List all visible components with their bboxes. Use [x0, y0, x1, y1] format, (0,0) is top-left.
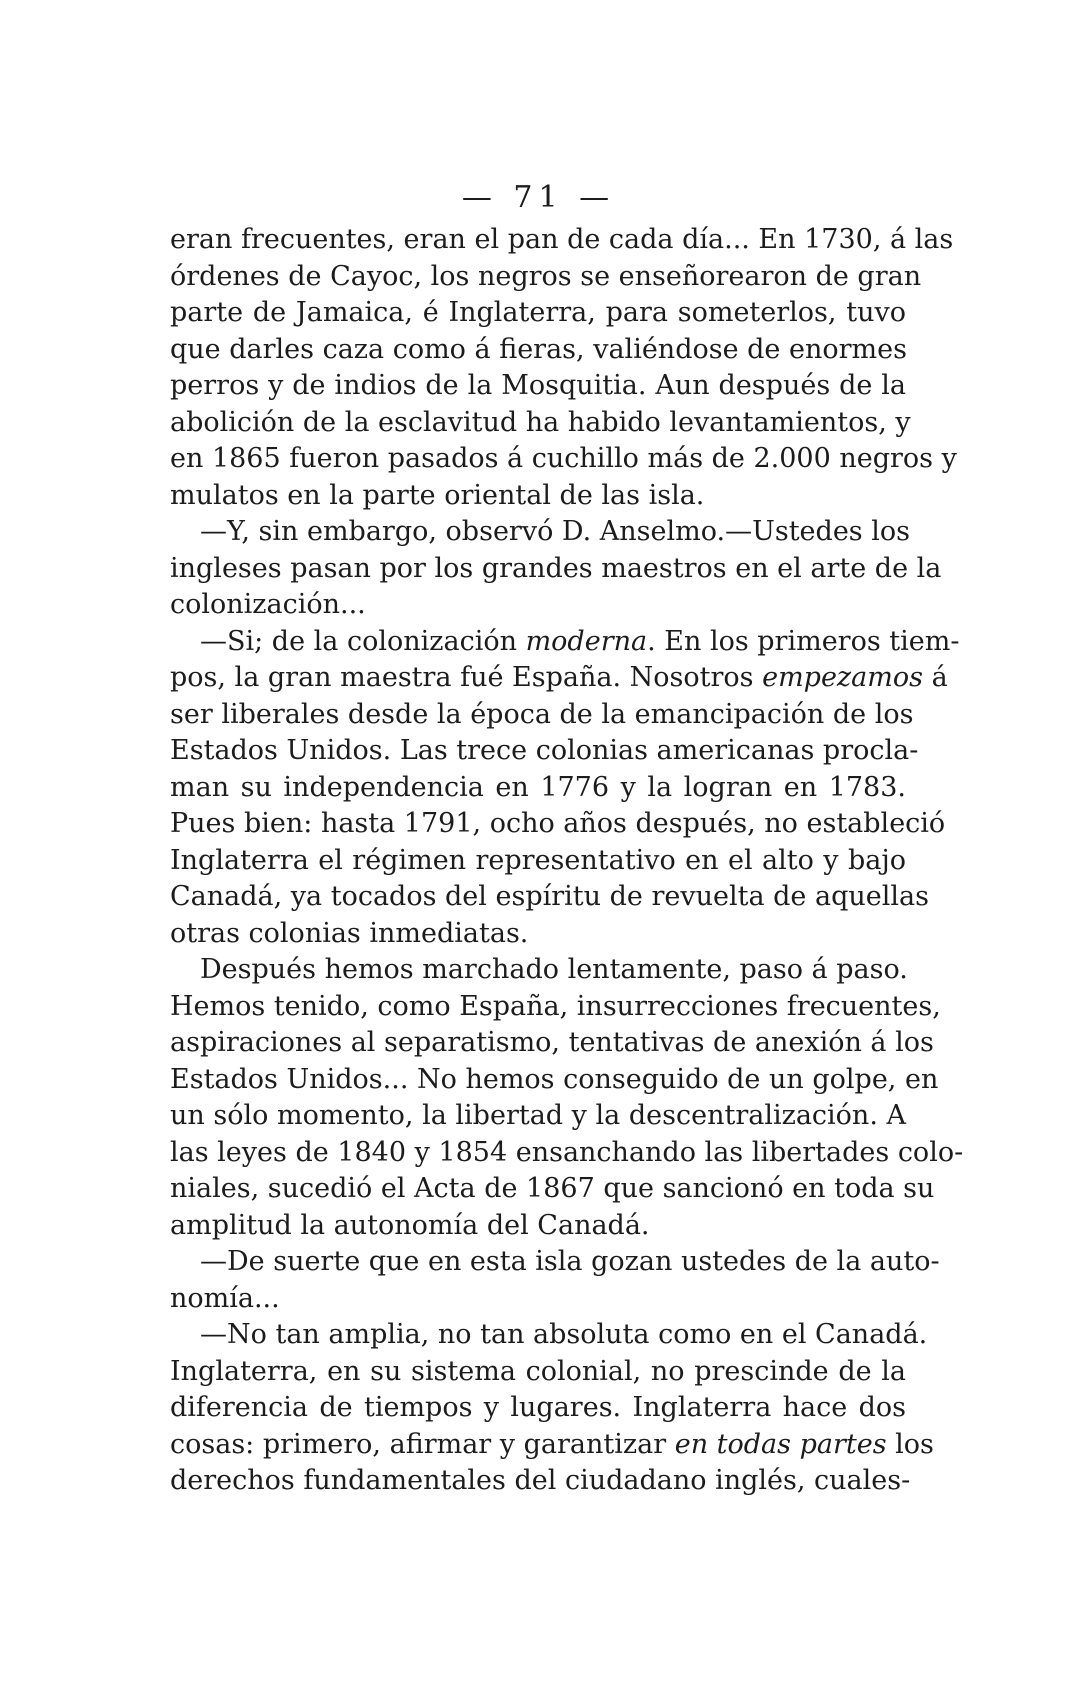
text-span: . En los primeros tiem-: [647, 625, 960, 657]
text-line: órdenes de Cayoc, los negros se enseñorearon de gran: [170, 260, 922, 292]
text-line: ingleses pasan por los grandes maestros en el arte de la: [170, 552, 942, 584]
italic-text: moderna: [525, 625, 648, 657]
text-line: otras colonias inmediatas.: [170, 917, 529, 949]
text-span: cosas: primero, afirmar y garantizar: [170, 1428, 675, 1460]
text-line: aspiraciones al separatismo, tentativas de anexión á los: [170, 1027, 934, 1058]
text-line: Inglaterra el régimen representativo en el alto y bajo: [170, 844, 906, 876]
text-line: Estados Unidos. Las trece colonias americanas procla-: [170, 735, 919, 766]
text-line: en 1865 fueron pasados á cuchillo más de 2.000 negros y: [170, 443, 957, 474]
text-line: [170, 624, 960, 661]
text-line: amplitud la autonomía del Canadá.: [170, 1209, 650, 1241]
text-line: Estados Unidos... No hemos conseguido de un golpe, en: [170, 1063, 939, 1095]
text-line: —Y, sin embargo, observó D. Anselmo.—Ustedes los: [200, 516, 910, 547]
text-line: Hemos tenido, como España, insurrecciones frecuentes,: [170, 990, 941, 1022]
text-span: á: [922, 662, 948, 693]
text-line: man su independencia en 1776 y la logran en 1783.: [170, 771, 906, 803]
text-line: Inglaterra, en su sistema colonial, no prescinde de la: [170, 1355, 906, 1387]
text-line: niales, sucedió el Acta de 1867 que sancionó en toda su: [170, 1173, 935, 1204]
text-span: pos, la gran maestra fué España. Nosotros: [170, 662, 763, 693]
text-line: parte de Jamaica, é Inglaterra, para someterlos, tuvo: [170, 297, 906, 328]
text-span: —Si; de la colonización: [200, 625, 526, 657]
italic-text: empezamos: [762, 662, 923, 693]
text-line: las leyes de 1840 y 1854 ensanchando las libertades colo-: [170, 1136, 964, 1168]
text-line: que darles caza como á fieras, valiéndose de enormes: [170, 333, 907, 365]
text-span: los: [886, 1428, 934, 1460]
text-line: un sólo momento, la libertad y la descentralización. A: [170, 1100, 906, 1131]
page-number: — 71 —: [461, 180, 616, 215]
text-line: Canadá, ya tocados del espíritu de revuelta de aquellas: [170, 881, 929, 912]
text-line: [170, 660, 948, 697]
italic-text: en todas partes: [674, 1428, 887, 1460]
text-line: derechos fundamentales del ciudadano inglés, cuales-: [170, 1465, 911, 1496]
text-line: diferencia de tiempos y lugares. Inglaterra hace dos: [170, 1392, 906, 1423]
text-line: abolición de la esclavitud ha habido levantamientos, y: [170, 406, 911, 438]
text-line: —De suerte que en esta isla gozan ustedes de la auto-: [200, 1246, 940, 1277]
text-line: perros y de indios de la Mosquitia. Aun después de la: [170, 370, 906, 401]
text-line: Pues bien: hasta 1791, ocho años después, no estableció: [170, 808, 946, 839]
body-text: [170, 222, 964, 1500]
text-line: eran frecuentes, eran el pan de cada día... En 1730, á las: [170, 224, 954, 255]
text-line: mulatos en la parte oriental de las isla.: [170, 479, 705, 511]
text-line: nomía...: [170, 1282, 280, 1314]
text-line: Después hemos marchado lentamente, paso á paso.: [200, 954, 908, 985]
text-line: [170, 1427, 934, 1464]
text-line: ser liberales desde la época de la emancipación de los: [170, 698, 914, 730]
text-line: colonización...: [170, 589, 366, 620]
text-line: —No tan amplia, no tan absoluta como en el Canadá.: [200, 1319, 928, 1350]
